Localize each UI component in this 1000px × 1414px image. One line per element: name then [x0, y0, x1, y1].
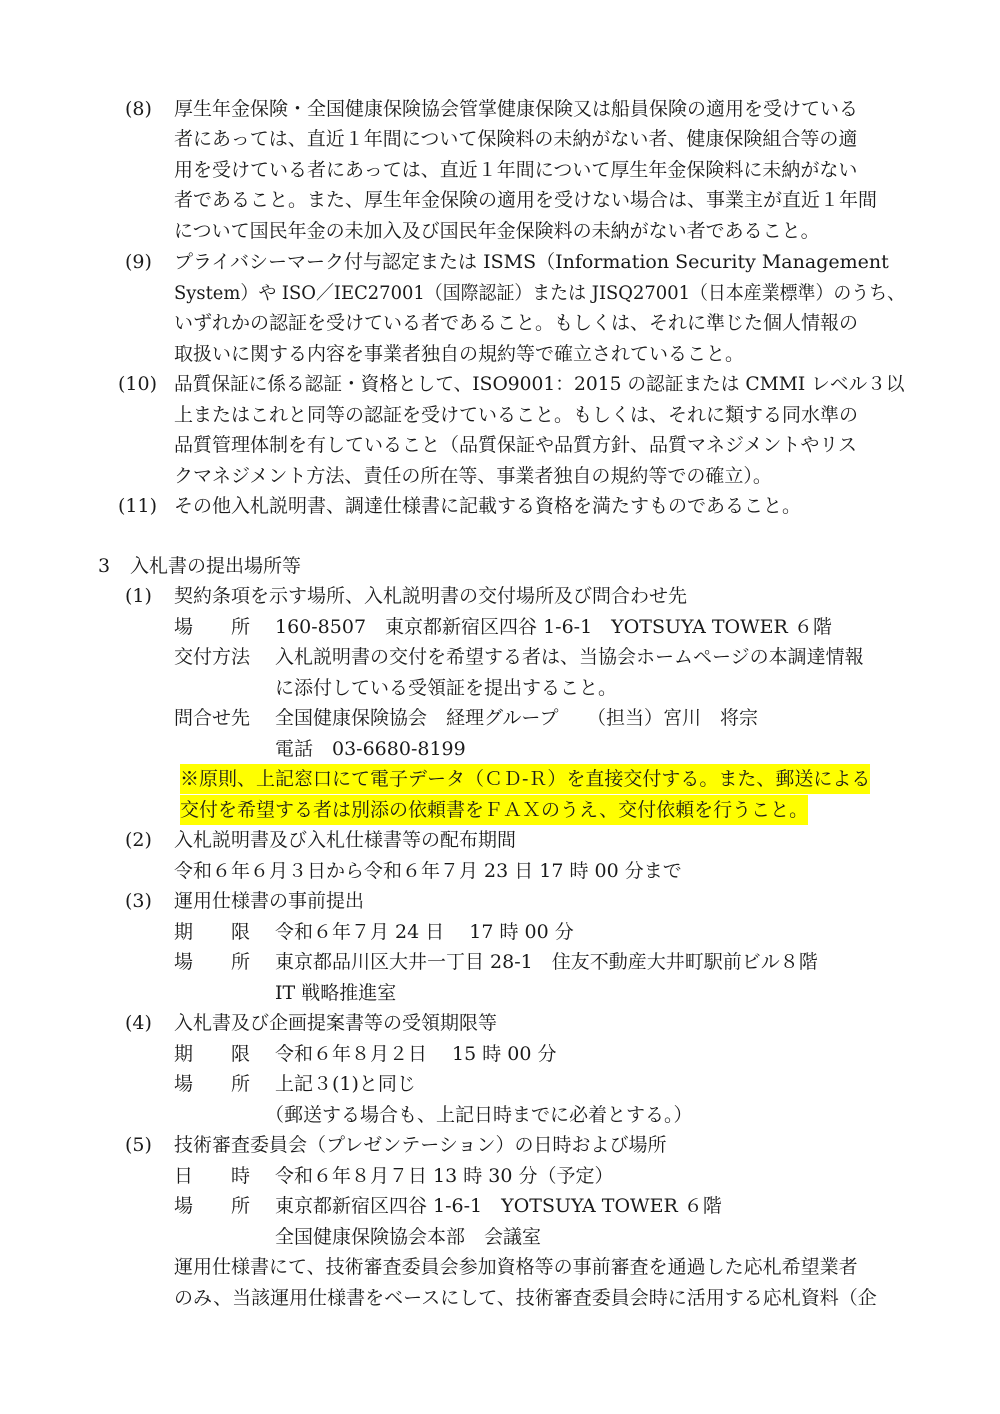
item-8-line: 者にあっては、直近１年間について保険料の未納がない者、健康保険組合等の適 [174, 128, 858, 150]
subsection-4-title: 入札書及び企画提案書等の受領期限等 [174, 1012, 498, 1034]
item-10-line: 品質保証に係る認証・資格として、ISO9001：2015 の認証または CMMI レベル３以 [174, 373, 905, 395]
subsection-5-number: (5) [125, 1134, 152, 1156]
mail-note: （郵送する場合も、上記日時までに必着とする。） [265, 1104, 693, 1126]
section-3-title: 入札書の提出場所等 [130, 555, 302, 577]
item-8-number: (8) [125, 98, 152, 120]
place-label: 場 所 [174, 616, 251, 638]
contact-tel: 電話 03-6680-8199 [275, 738, 466, 760]
subsection-4-number: (4) [125, 1012, 152, 1034]
place-value: 160-8507 東京都新宿区四谷 1-6-1 YOTSUYA TOWER ６階 [275, 616, 832, 638]
method-value: 入札説明書の交付を希望する者は、当協会ホームページの本調達情報 [275, 646, 864, 668]
deadline-label: 期 限 [174, 1043, 251, 1065]
subsection-1-title: 契約条項を示す場所、入札説明書の交付場所及び問合わせ先 [174, 585, 688, 607]
item-8-line: について国民年金の未加入及び国民年金保険料の未納がない者であること。 [174, 220, 820, 242]
contact-value: 全国健康保険協会 経理グループ （担当）宮川 将宗 [275, 707, 758, 729]
body-paragraph-line: 運用仕様書にて、技術審査委員会参加資格等の事前審査を通過した応札希望業者 [174, 1256, 858, 1278]
subsection-5-title: 技術審査委員会（プレゼンテーション）の日時および場所 [174, 1134, 667, 1156]
item-10-number: (10) [118, 373, 158, 395]
highlighted-note: ※原則、上記窓口にて電子データ（ＣＤ-Ｒ）を直接交付する。また、郵送による [180, 764, 870, 794]
subsection-1-number: (1) [125, 585, 152, 607]
place-value: 東京都品川区大井一丁目 28-1 住友不動産大井町駅前ビル８階 [275, 951, 818, 973]
body-paragraph-line: のみ、当該運用仕様書をベースにして、技術審査委員会時に活用する応札資料（企 [174, 1287, 877, 1309]
contact-label: 問合せ先 [174, 707, 251, 729]
place-label: 場 所 [174, 1073, 251, 1095]
item-9-line: プライバシーマーク付与認定または ISMS（Information Security Management [174, 251, 889, 273]
deadline-value: 令和６年８月２日 15 時 00 分 [275, 1043, 557, 1065]
deadline-label: 期 限 [174, 921, 251, 943]
place-label: 場 所 [174, 951, 251, 973]
deadline-value: 令和６年７月 24 日 17 時 00 分 [275, 921, 574, 943]
subsection-2-number: (2) [125, 829, 152, 851]
item-9-line: 取扱いに関する内容を事業者独自の規約等で確立されていること。 [174, 343, 745, 365]
method-value: に添付している受領証を提出すること。 [275, 677, 618, 699]
place-label: 場 所 [174, 1195, 251, 1217]
item-11-number: (11) [118, 495, 158, 517]
subsection-3-number: (3) [125, 890, 152, 912]
item-8-line: 厚生年金保険・全国健康保険協会管掌健康保険又は船員保険の適用を受けている [174, 98, 859, 120]
item-10-line: 上またはこれと同等の認証を受けていること。もしくは、それに類する同水準の [174, 404, 859, 426]
place-value: 上記３(1)と同じ [275, 1073, 416, 1095]
item-9-number: (9) [125, 251, 152, 273]
place-value: 全国健康保険協会本部 会議室 [275, 1226, 542, 1248]
section-3-number: 3 [98, 555, 111, 577]
item-8-line: 者であること。また、厚生年金保険の適用を受けない場合は、事業主が直近１年間 [174, 189, 878, 211]
method-label: 交付方法 [174, 646, 251, 668]
subsection-3-title: 運用仕様書の事前提出 [174, 890, 365, 912]
highlighted-note: 交付を希望する者は別添の依頼書をＦＡＸのうえ、交付依頼を行うこと。 [180, 795, 808, 825]
datetime-value: 令和６年８月７日 13 時 30 分（予定） [275, 1165, 614, 1187]
subsection-2-title: 入札説明書及び入札仕様書等の配布期間 [174, 829, 517, 851]
datetime-label: 日 時 [174, 1165, 251, 1187]
distribution-period: 令和６年６月３日から令和６年７月 23 日 17 時 00 分まで [174, 860, 682, 882]
item-9-line: System）や ISO／IEC27001（国際認証）または JISQ27001（日本産業標準）のうち、 [174, 282, 906, 304]
item-9-line: いずれかの認証を受けている者であること。もしくは、それに準じた個人情報の [174, 312, 859, 334]
item-10-line: 品質管理体制を有していること（品質保証や品質方針、品質マネジメントやリス [174, 434, 858, 456]
item-8-line: 用を受けている者にあっては、直近１年間について厚生年金保険料に未納がない [174, 159, 858, 181]
place-value: IT 戦略推進室 [275, 982, 397, 1004]
item-10-line: クマネジメント方法、責任の所在等、事業者独自の規約等での確立）。 [174, 465, 772, 487]
item-11-line: その他入札説明書、調達仕様書に記載する資格を満たすものであること。 [174, 495, 802, 517]
place-value: 東京都新宿区四谷 1-6-1 YOTSUYA TOWER ６階 [275, 1195, 722, 1217]
